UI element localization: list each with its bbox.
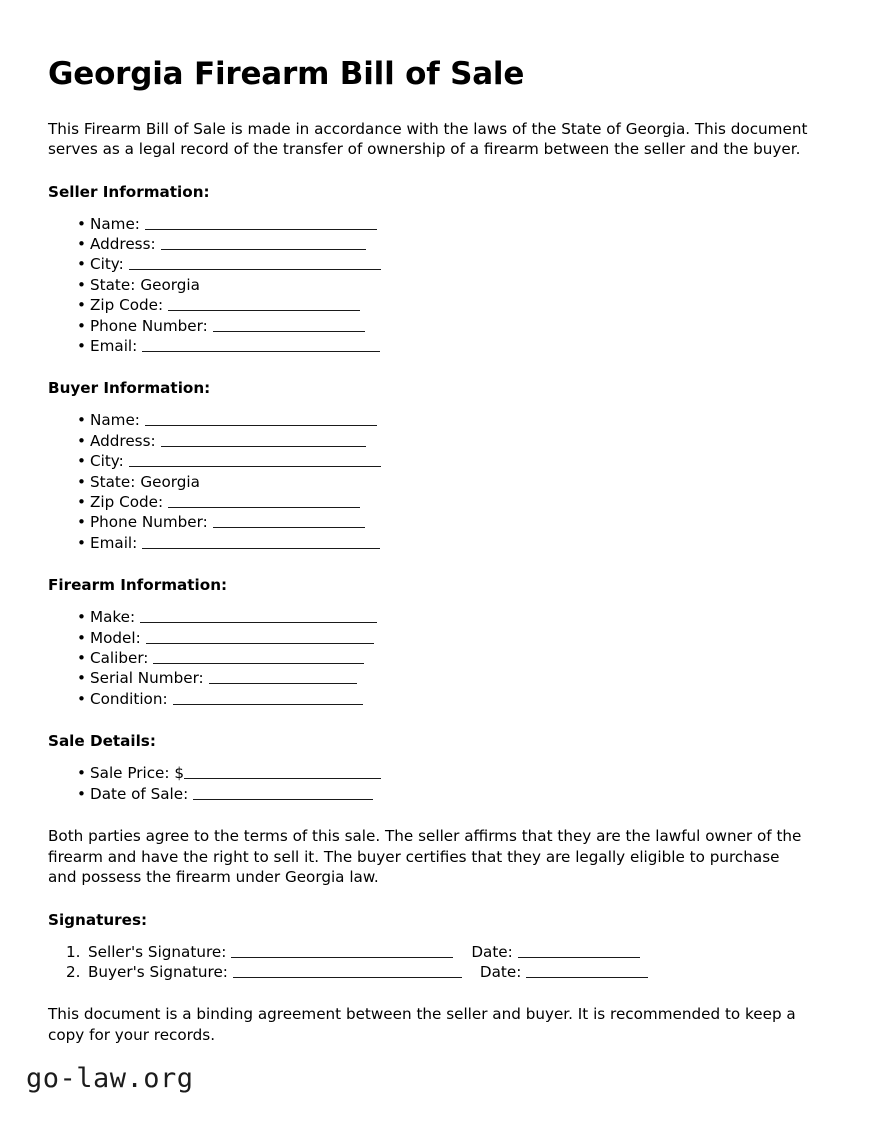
- field-row: [48, 628, 810, 648]
- fill-in-blank[interactable]: [142, 338, 380, 352]
- field-row: [48, 336, 810, 356]
- signature-rows: [48, 942, 810, 983]
- field-label: State:: [90, 472, 136, 491]
- field-row: [48, 295, 810, 315]
- seller-information-heading: Seller Information:: [48, 182, 210, 201]
- fill-in-blank[interactable]: [129, 453, 381, 467]
- field-row: [48, 668, 810, 688]
- field-row: [48, 533, 810, 553]
- field-value: Georgia: [140, 472, 200, 491]
- field-label: Address:: [90, 234, 156, 253]
- date-blank[interactable]: [526, 964, 648, 978]
- signature-blank[interactable]: [231, 944, 453, 958]
- fill-in-blank[interactable]: [193, 786, 373, 800]
- buyer-information-heading: Buyer Information:: [48, 379, 211, 398]
- field-label: State:: [90, 275, 136, 294]
- fill-in-blank[interactable]: [184, 765, 381, 779]
- fill-in-blank[interactable]: [173, 691, 363, 705]
- firearm-information-heading: Firearm Information:: [48, 576, 228, 595]
- seller-information-fields: [48, 214, 810, 357]
- footer-watermark: go-law.org: [26, 1063, 194, 1094]
- signatures-heading: Signatures:: [48, 910, 148, 929]
- field-row: [48, 254, 810, 274]
- field-row: [48, 784, 810, 804]
- firearm-information-fields: [48, 607, 810, 709]
- field-row: [48, 512, 810, 532]
- agreement-paragraph: Both parties agree to the terms of this sale. The seller affirms that they are the lawful owner of the firearm and have the right to sell it. The buyer certifies that they are legally eligible to purchase and possess the firearm under Georgia law.: [48, 827, 802, 887]
- field-label: Email:: [90, 533, 138, 552]
- fill-in-blank[interactable]: [209, 670, 357, 684]
- field-label: Model:: [90, 628, 141, 647]
- field-label: Sale Price: $: [90, 764, 184, 783]
- field-row: [48, 492, 810, 512]
- buyer-information-fields: [48, 410, 810, 553]
- field-row: [48, 763, 810, 783]
- field-row: [48, 275, 810, 295]
- field-value: Georgia: [140, 275, 200, 294]
- field-row: [48, 431, 810, 451]
- signature-label: Seller's Signature:: [88, 942, 227, 961]
- field-label: Phone Number:: [90, 513, 208, 532]
- field-label: Condition:: [90, 689, 168, 708]
- page-title: Georgia Firearm Bill of Sale: [48, 56, 525, 92]
- fill-in-blank[interactable]: [168, 494, 360, 508]
- field-label: Phone Number:: [90, 316, 208, 335]
- signature-blank[interactable]: [233, 964, 462, 978]
- date-label: Date:: [479, 963, 522, 982]
- fill-in-blank[interactable]: [213, 514, 365, 528]
- signature-row: [48, 962, 810, 982]
- field-label: Caliber:: [90, 649, 149, 668]
- field-row: [48, 648, 810, 668]
- field-label: Name:: [90, 411, 140, 430]
- sale-details-fields: [48, 763, 810, 804]
- signature-label: Buyer's Signature:: [88, 963, 228, 982]
- closing-paragraph: This document is a binding agreement between the seller and buyer. It is recommended to keep a copy for your records.: [48, 1005, 796, 1044]
- field-label: Name:: [90, 214, 140, 233]
- fill-in-blank[interactable]: [161, 433, 366, 447]
- field-row: [48, 689, 810, 709]
- field-label: Zip Code:: [90, 296, 164, 315]
- date-label: Date:: [471, 942, 513, 961]
- fill-in-blank[interactable]: [129, 256, 381, 270]
- fill-in-blank[interactable]: [153, 650, 364, 664]
- sale-details-heading: Sale Details:: [48, 732, 156, 751]
- fill-in-blank[interactable]: [213, 318, 365, 332]
- fill-in-blank[interactable]: [168, 297, 360, 311]
- fill-in-blank[interactable]: [161, 236, 366, 250]
- field-label: City:: [90, 255, 124, 274]
- fill-in-blank[interactable]: [146, 630, 374, 644]
- field-label: Address:: [90, 431, 156, 450]
- field-label: Serial Number:: [90, 669, 204, 688]
- field-row: [48, 410, 810, 430]
- signature-row: [48, 942, 810, 962]
- field-row: [48, 607, 810, 627]
- field-label: Date of Sale:: [90, 784, 189, 803]
- field-row: [48, 214, 810, 234]
- field-label: Zip Code:: [90, 493, 164, 512]
- field-row: [48, 472, 810, 492]
- fill-in-blank[interactable]: [145, 216, 377, 230]
- field-row: [48, 316, 810, 336]
- field-row: [48, 234, 810, 254]
- field-row: [48, 451, 810, 471]
- field-label: Email:: [90, 337, 138, 356]
- fill-in-blank[interactable]: [145, 412, 377, 426]
- fill-in-blank[interactable]: [142, 535, 380, 549]
- intro-paragraph: This Firearm Bill of Sale is made in accordance with the laws of the State of Georgia. This document serves as a legal record of the transfer of ownership of a firearm between the seller and the buyer.: [48, 119, 808, 159]
- field-label: City:: [90, 452, 124, 471]
- date-blank[interactable]: [518, 944, 640, 958]
- fill-in-blank[interactable]: [140, 609, 377, 623]
- document-content: [48, 56, 810, 1067]
- field-label: Make:: [90, 608, 136, 627]
